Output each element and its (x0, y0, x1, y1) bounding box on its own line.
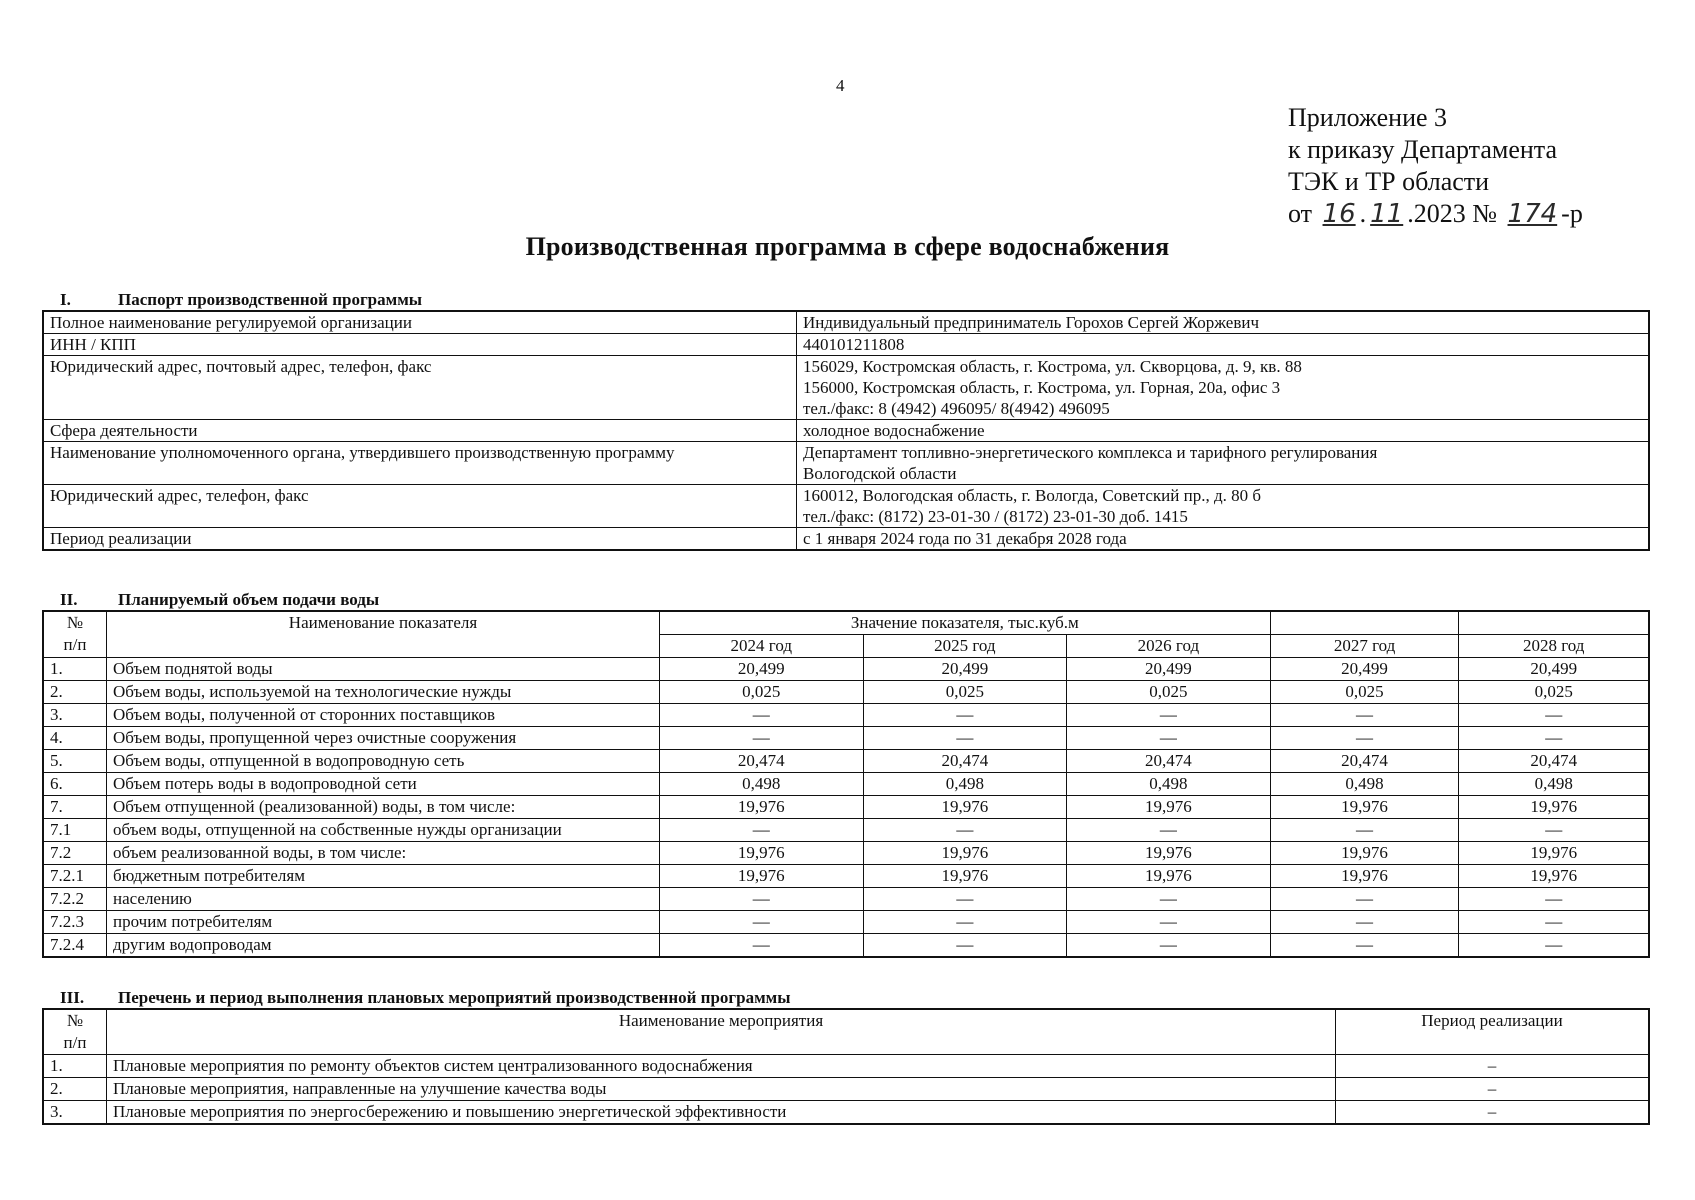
indicator-value: — (660, 911, 864, 934)
indicator-value: 20,474 (1459, 750, 1649, 773)
section2-title: Планируемый объем подачи воды (118, 590, 380, 609)
date-day-handwritten: 16 (1322, 199, 1356, 229)
measure-row (43, 1078, 1649, 1101)
col-name-header: Наименование показателя (107, 611, 660, 635)
indicator-value: 20,474 (660, 750, 864, 773)
measures-col-num-label2: п/п (63, 1033, 87, 1052)
measures-col-name-header: Наименование мероприятия (107, 1009, 1336, 1055)
indicator-name: Объем отпущенной (реализованной) воды, в том числе: (107, 796, 660, 819)
measures-table (42, 1008, 1650, 1125)
indicator-name: объем воды, отпущенной на собственные нужды организации (107, 819, 660, 842)
table-row (43, 750, 1649, 773)
indicator-value: — (1270, 888, 1459, 911)
col-num-label: № (66, 613, 84, 632)
passport-value (797, 356, 1650, 420)
passport-value-line: с 1 января 2024 года по 31 декабря 2028 года (803, 529, 1127, 548)
measure-period: – (1336, 1055, 1650, 1078)
row-number: 7.2.4 (43, 934, 107, 958)
indicator-value: — (863, 934, 1067, 958)
col-value-header-blank2 (1459, 611, 1649, 635)
passport-label: Сфера деятельности (43, 420, 797, 442)
appendix-line1: Приложение 3 (1288, 103, 1448, 132)
row-number: 4. (43, 727, 107, 750)
order-number-handwritten: 174 (1507, 199, 1558, 229)
indicator-name: бюджетным потребителям (107, 865, 660, 888)
section1-title: Паспорт производственной программы (118, 290, 423, 309)
indicator-value: 19,976 (1459, 796, 1649, 819)
passport-label: Наименование уполномоченного органа, утвердившего производственную программу (43, 442, 797, 485)
indicator-value: 20,499 (863, 658, 1067, 681)
row-number: 6. (43, 773, 107, 796)
indicator-value: — (660, 934, 864, 958)
passport-row (43, 528, 1649, 551)
indicator-value: 19,976 (1270, 796, 1459, 819)
indicator-value: 19,976 (1067, 842, 1271, 865)
indicator-value: 19,976 (1459, 865, 1649, 888)
indicator-value: — (660, 819, 864, 842)
indicator-value: — (1459, 704, 1649, 727)
col-num-label2: п/п (63, 635, 87, 654)
indicator-value: — (660, 704, 864, 727)
indicator-value: 19,976 (1067, 865, 1271, 888)
indicator-name: прочим потребителям (107, 911, 660, 934)
table-row (43, 888, 1649, 911)
indicator-value: 19,976 (863, 842, 1067, 865)
year-header: 2027 год (1270, 635, 1459, 658)
appendix-block (1288, 102, 1583, 230)
table-row (43, 658, 1649, 681)
passport-row (43, 420, 1649, 442)
col-name-header-cont (107, 635, 660, 658)
table-row (43, 934, 1649, 958)
section1-heading (60, 291, 422, 309)
passport-label: Юридический адрес, почтовый адрес, телефон, факс (43, 356, 797, 420)
indicator-value: 0,498 (1270, 773, 1459, 796)
indicator-value: — (863, 704, 1067, 727)
passport-value-line: Индивидуальный предприниматель Горохов Сергей Жоржевич (803, 313, 1260, 332)
passport-value-line: холодное водоснабжение (803, 421, 985, 440)
passport-row (43, 356, 1649, 420)
indicator-value: 0,025 (863, 681, 1067, 704)
row-number: 5. (43, 750, 107, 773)
indicator-value: 20,499 (1459, 658, 1649, 681)
indicator-value: — (660, 888, 864, 911)
indicator-name: Объем воды, используемой на технологические нужды (107, 681, 660, 704)
indicator-name: другим водопроводам (107, 934, 660, 958)
measure-number: 2. (43, 1078, 107, 1101)
indicator-name: объем реализованной воды, в том числе: (107, 842, 660, 865)
indicator-value: 19,976 (1067, 796, 1271, 819)
section3-number: III. (60, 988, 85, 1007)
passport-value (797, 485, 1650, 528)
passport-label: Полное наименование регулируемой организации (43, 311, 797, 334)
passport-row (43, 334, 1649, 356)
passport-value-line: Вологодской области (803, 464, 957, 483)
col-value-header: Значение показателя, тыс.куб.м (660, 611, 1271, 635)
table-row (43, 704, 1649, 727)
table-row (43, 911, 1649, 934)
passport-value-line: тел./факс: (8172) 23-01-30 / (8172) 23-01-30 доб. 1415 (803, 507, 1188, 526)
col-num-header (43, 611, 107, 658)
passport-table (42, 310, 1650, 551)
row-number: 7. (43, 796, 107, 819)
passport-value-line: 160012, Вологодская область, г. Вологда, Советский пр., д. 80 б (803, 486, 1262, 505)
indicator-value: 19,976 (863, 796, 1067, 819)
indicator-value: — (1459, 819, 1649, 842)
passport-value (797, 334, 1650, 356)
row-number: 7.2 (43, 842, 107, 865)
year-header: 2025 год (863, 635, 1067, 658)
indicator-value: 19,976 (660, 842, 864, 865)
measure-name: Плановые мероприятия по энергосбережению и повышению энергетической эффективности (107, 1101, 1336, 1125)
year-header: 2028 год (1459, 635, 1649, 658)
indicator-value: — (660, 727, 864, 750)
col-value-header-blank (1270, 611, 1459, 635)
indicator-name: Объем воды, полученной от сторонних поставщиков (107, 704, 660, 727)
passport-value-line: 156000, Костромская область, г. Кострома, ул. Горная, 20а, офис 3 (803, 378, 1281, 397)
indicator-value: — (1270, 704, 1459, 727)
row-number: 2. (43, 681, 107, 704)
row-number: 3. (43, 704, 107, 727)
indicator-value: 20,474 (863, 750, 1067, 773)
indicator-value: 19,976 (660, 796, 864, 819)
section3-title: Перечень и период выполнения плановых мероприятий производственной программы (118, 988, 791, 1007)
measure-number: 3. (43, 1101, 107, 1125)
passport-label: Период реализации (43, 528, 797, 551)
table-row (43, 865, 1649, 888)
measure-name: Плановые мероприятия, направленные на улучшение качества воды (107, 1078, 1336, 1101)
section2-heading (60, 591, 379, 609)
indicator-value: — (1459, 727, 1649, 750)
indicator-value: 20,474 (1067, 750, 1271, 773)
table-row (43, 681, 1649, 704)
passport-row (43, 442, 1649, 485)
indicator-value: — (1459, 934, 1649, 958)
indicator-value: — (1459, 911, 1649, 934)
passport-label: Юридический адрес, телефон, факс (43, 485, 797, 528)
indicator-value: — (1270, 727, 1459, 750)
table-row (43, 819, 1649, 842)
measures-col-num-label: № (66, 1011, 84, 1030)
measures-col-num-header (43, 1009, 107, 1055)
indicator-value: — (1270, 911, 1459, 934)
measures-col-period-header: Период реализации (1336, 1009, 1650, 1055)
indicator-value: 0,498 (863, 773, 1067, 796)
row-number: 7.2.3 (43, 911, 107, 934)
passport-value (797, 311, 1650, 334)
passport-value-line: 156029, Костромская область, г. Кострома, ул. Скворцова, д. 9, кв. 88 (803, 357, 1302, 376)
indicator-value: — (1067, 819, 1271, 842)
row-number: 7.2.2 (43, 888, 107, 911)
section3-heading (60, 989, 791, 1007)
indicator-value: 19,976 (1270, 865, 1459, 888)
appendix-line3: ТЭК и ТР области (1288, 167, 1490, 196)
indicator-value: 20,499 (1270, 658, 1459, 681)
indicator-value: — (863, 888, 1067, 911)
measure-name: Плановые мероприятия по ремонту объектов систем централизованного водоснабжения (107, 1055, 1336, 1078)
indicator-value: 20,474 (1270, 750, 1459, 773)
table-row (43, 796, 1649, 819)
indicator-value: 20,499 (660, 658, 864, 681)
passport-row (43, 485, 1649, 528)
indicator-value: — (1459, 888, 1649, 911)
section1-number: I. (60, 290, 71, 309)
table-row (43, 773, 1649, 796)
measure-row (43, 1101, 1649, 1125)
passport-label: ИНН / КПП (43, 334, 797, 356)
indicator-value: 20,499 (1067, 658, 1271, 681)
row-number: 7.2.1 (43, 865, 107, 888)
measure-number: 1. (43, 1055, 107, 1078)
indicator-name: Объем поднятой воды (107, 658, 660, 681)
indicator-value: — (1067, 911, 1271, 934)
indicator-value: 0,025 (1067, 681, 1271, 704)
year-header: 2026 год (1067, 635, 1271, 658)
order-suffix: -р (1561, 199, 1583, 228)
indicator-value: 0,498 (1459, 773, 1649, 796)
indicator-value: 19,976 (1270, 842, 1459, 865)
table-row (43, 727, 1649, 750)
indicator-value: — (1270, 819, 1459, 842)
measure-period: – (1336, 1078, 1650, 1101)
indicator-value: 0,498 (660, 773, 864, 796)
indicator-value: — (1067, 888, 1271, 911)
indicator-value: 19,976 (1459, 842, 1649, 865)
passport-value-line: тел./факс: 8 (4942) 496095/ 8(4942) 496095 (803, 399, 1110, 418)
indicator-value: — (1067, 934, 1271, 958)
indicator-value: 19,976 (863, 865, 1067, 888)
passport-row (43, 311, 1649, 334)
passport-value-line: Департамент топливно-энергетического комплекса и тарифного регулирования (803, 443, 1378, 462)
indicator-value: 0,025 (660, 681, 864, 704)
measure-period: – (1336, 1101, 1650, 1125)
indicator-value: 19,976 (660, 865, 864, 888)
appendix-date-line: от 16 . 11 .2023 № 174 -р (1288, 199, 1583, 229)
indicator-value: — (1067, 727, 1271, 750)
indicator-name: Объем воды, отпущенной в водопроводную сеть (107, 750, 660, 773)
date-prefix: от (1288, 199, 1313, 228)
indicator-value: — (863, 911, 1067, 934)
indicator-name: Объем воды, пропущенной через очистные сооружения (107, 727, 660, 750)
indicator-value: — (1270, 934, 1459, 958)
indicator-value: 0,025 (1270, 681, 1459, 704)
passport-value (797, 442, 1650, 485)
indicator-name: Объем потерь воды в водопроводной сети (107, 773, 660, 796)
indicator-name: населению (107, 888, 660, 911)
indicator-value: 0,498 (1067, 773, 1271, 796)
passport-value (797, 420, 1650, 442)
water-volume-table (42, 610, 1650, 958)
indicator-value: — (863, 819, 1067, 842)
section2-number: II. (60, 590, 78, 609)
page-number: 4 (836, 76, 845, 95)
indicator-value: 0,025 (1459, 681, 1649, 704)
row-number: 7.1 (43, 819, 107, 842)
passport-value-line: 440101211808 (803, 335, 905, 354)
appendix-line2: к приказу Департамента (1288, 135, 1558, 164)
year-header: 2024 год (660, 635, 864, 658)
indicator-value: — (863, 727, 1067, 750)
passport-value (797, 528, 1650, 551)
date-month-handwritten: 11 (1370, 199, 1404, 229)
date-year: .2023 № (1407, 199, 1498, 228)
row-number: 1. (43, 658, 107, 681)
measure-row (43, 1055, 1649, 1078)
document-title: Производственная программа в сфере водоснабжения (525, 232, 1170, 261)
indicator-value: — (1067, 704, 1271, 727)
table-row (43, 842, 1649, 865)
